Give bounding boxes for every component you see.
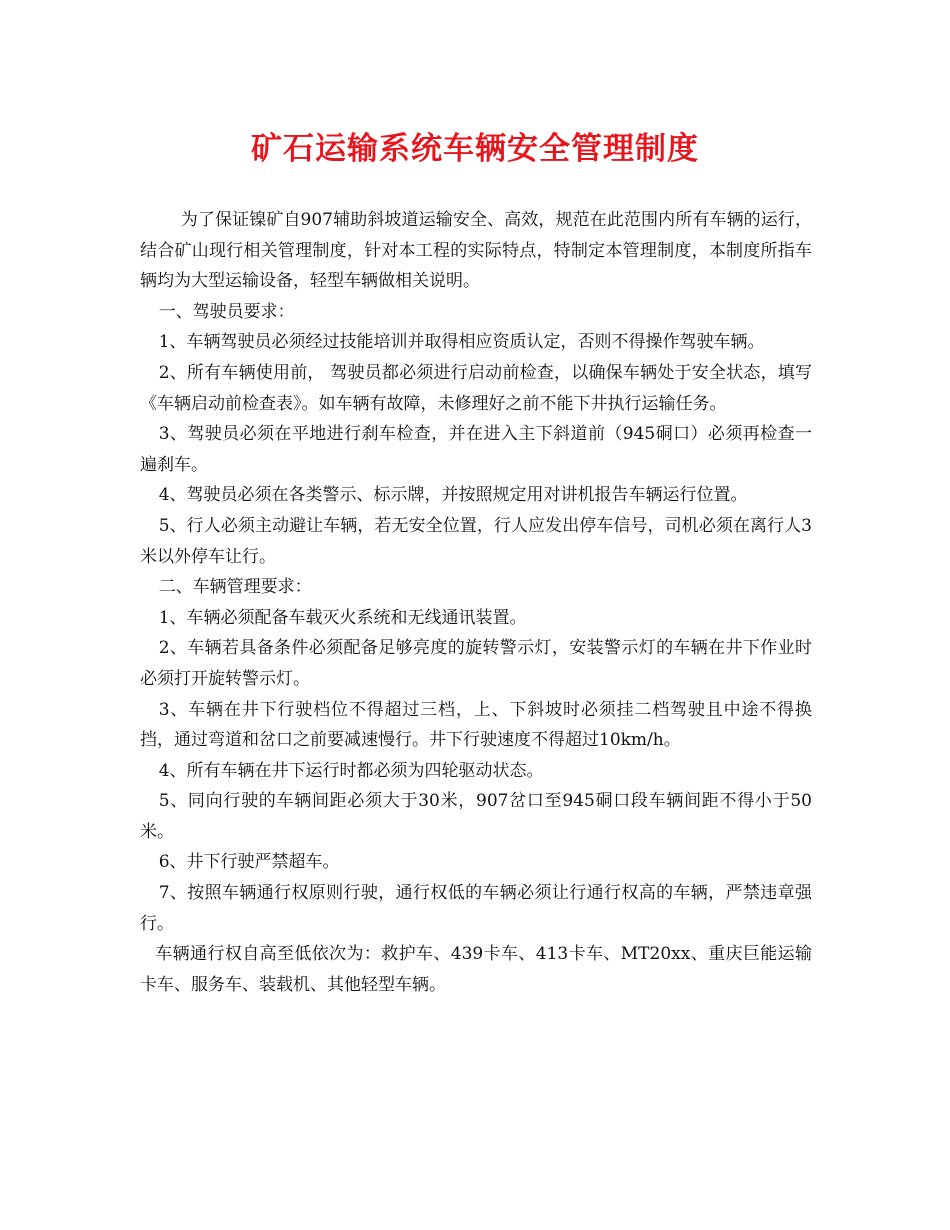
section-heading-vehicle: 二、车辆管理要求： bbox=[158, 577, 312, 598]
list-item: 5、同向行驶的车辆间距必须大于30米，907岔口至945硐口段车辆间距不得小于50米。 bbox=[140, 791, 812, 842]
list-item: 2、所有车辆使用前， 驾驶员都必须进行启动前检查，以确保车辆处于安全状态，填写《车辆启动前检查表》。如车辆有故障，未修理好之前不能下井执行运输任务。 bbox=[140, 362, 812, 414]
list-item: 4、所有车辆在井下运行时都必须为四轮驱动状态。 bbox=[158, 760, 544, 781]
list-item: 2、车辆若具备条件必须配备足够亮度的旋转警示灯，安装警示灯的车辆在井下作业时必须打开旋转警示灯。 bbox=[140, 638, 812, 689]
list-item: 3、车辆在井下行驶档位不得超过三档，上、下斜坡时必须挂二档驾驶且中途不得换挡，通过弯道和岔口之前要减速慢行。井下行驶速度不得超过10km/h。 bbox=[140, 699, 812, 751]
document-title: 矿石运输系统车辆安全管理制度 bbox=[251, 131, 699, 167]
list-item: 5、行人必须主动避让车辆，若无安全位置，行人应发出停车信号，司机必须在离行人3米以外停车让行。 bbox=[140, 515, 812, 567]
list-item: 1、车辆驾驶员必须经过技能培训并取得相应资质认定，否则不得操作驾驶车辆。 bbox=[158, 332, 765, 353]
list-item: 7、按照车辆通行权原则行驶，通行权低的车辆必须让行通行权高的车辆，严禁违章强行。 bbox=[140, 883, 812, 934]
section-heading-driver: 一、驾驶员要求： bbox=[158, 301, 295, 322]
intro-paragraph: 为了保证镍矿自907辅助斜坡道运输安全、高效，规范在此范围内所有车辆的运行，结合矿山现行相关管理制度，针对本工程的实际特点，特制定本管理制度，本制度所指车辆均为大型运输设备，轻型车辆做相关说明。 bbox=[140, 210, 812, 292]
document-body bbox=[140, 205, 812, 1000]
list-item: 6、井下行驶严禁超车。 bbox=[158, 852, 340, 873]
list-item: 1、车辆必须配备车载灭火系统和无线通讯装置。 bbox=[158, 607, 527, 628]
list-item: 3、驾驶员必须在平地进行刹车检查，并在进入主下斜道前（945硐口）必须再检查一遍刹车。 bbox=[140, 424, 812, 475]
list-item: 4、驾驶员必须在各类警示、标示牌，并按照规定用对讲机报告车辆运行位置。 bbox=[158, 485, 748, 506]
priority-paragraph: 车辆通行权自高至低依次为：救护车、439卡车、413卡车、MT20xx、重庆巨能运输卡车、服务车、装载机、其他轻型车辆。 bbox=[140, 944, 812, 995]
